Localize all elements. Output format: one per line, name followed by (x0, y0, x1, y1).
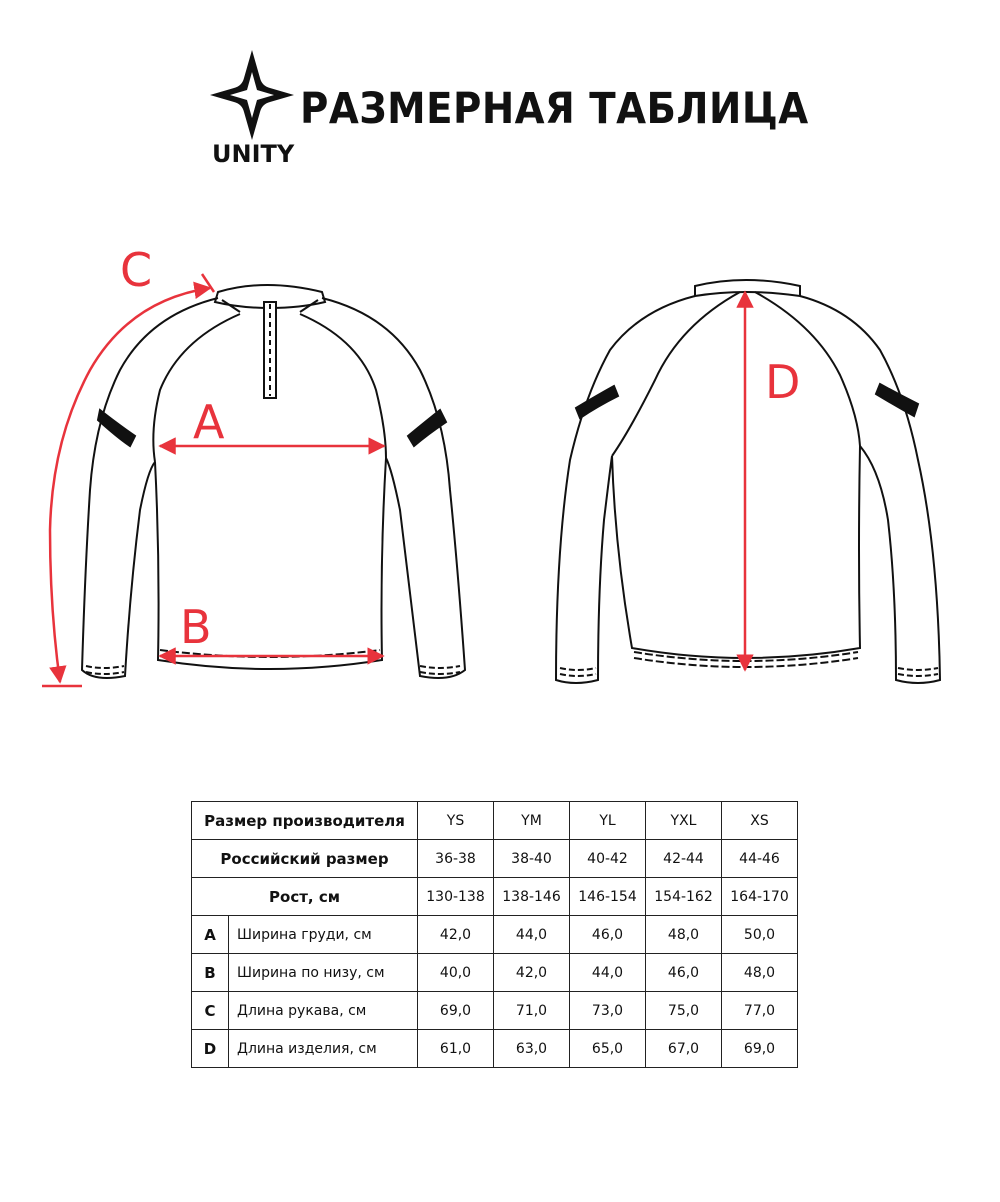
label-a: A (193, 395, 225, 449)
table-cell: 44-46 (722, 840, 798, 878)
table-row (192, 1030, 798, 1068)
table-cell: 46,0 (646, 954, 722, 992)
table-row (192, 916, 798, 954)
table-cell: 42,0 (418, 916, 494, 954)
table-cell: 46,0 (570, 916, 646, 954)
measure-code: C (192, 992, 229, 1030)
garment-diagram (0, 230, 1000, 710)
measure-code: D (192, 1030, 229, 1068)
table-cell: 77,0 (722, 992, 798, 1030)
label-d: D (765, 355, 801, 409)
table-cell: 65,0 (570, 1030, 646, 1068)
table-row (192, 840, 798, 878)
table-row (192, 954, 798, 992)
table-cell: 164-170 (722, 878, 798, 916)
size-cell: YXL (646, 802, 722, 840)
table-cell: 44,0 (494, 916, 570, 954)
label-c: C (120, 243, 153, 297)
table-cell: 69,0 (722, 1030, 798, 1068)
table-cell: 130-138 (418, 878, 494, 916)
measure-code: B (192, 954, 229, 992)
table-row (192, 878, 798, 916)
measure-name: Длина рукава, см (229, 992, 418, 1030)
table-cell: 67,0 (646, 1030, 722, 1068)
back-view (556, 280, 940, 683)
table-cell: 69,0 (418, 992, 494, 1030)
measure-name: Ширина груди, см (229, 916, 418, 954)
size-cell: YM (494, 802, 570, 840)
size-cell: YS (418, 802, 494, 840)
measure-code: A (192, 916, 229, 954)
table-cell: 48,0 (646, 916, 722, 954)
table-cell: 36-38 (418, 840, 494, 878)
table-cell: 61,0 (418, 1030, 494, 1068)
page-title: РАЗМЕРНАЯ ТАБЛИЦА (300, 84, 809, 134)
front-view (82, 285, 465, 678)
table-cell: 154-162 (646, 878, 722, 916)
table-row (192, 802, 798, 840)
table-cell: 75,0 (646, 992, 722, 1030)
table-cell: 44,0 (570, 954, 646, 992)
table-cell: 42,0 (494, 954, 570, 992)
table-cell: 71,0 (494, 992, 570, 1030)
table-cell: 40,0 (418, 954, 494, 992)
table-cell: 48,0 (722, 954, 798, 992)
table-cell: 38-40 (494, 840, 570, 878)
table-cell: 63,0 (494, 1030, 570, 1068)
table-cell: 40-42 (570, 840, 646, 878)
table-row (192, 992, 798, 1030)
table-cell: 138-146 (494, 878, 570, 916)
manufacturer-size-header: Размер производителя (192, 802, 418, 840)
height-header: Рост, см (192, 878, 418, 916)
russian-size-header: Российский размер (192, 840, 418, 878)
brand-name: UNITY (212, 140, 295, 168)
header (0, 0, 1000, 180)
size-table (191, 801, 798, 1068)
size-cell: XS (722, 802, 798, 840)
table-cell: 146-154 (570, 878, 646, 916)
table-cell: 73,0 (570, 992, 646, 1030)
label-b: B (180, 600, 212, 654)
table-cell: 42-44 (646, 840, 722, 878)
table-cell: 50,0 (722, 916, 798, 954)
measure-name: Длина изделия, см (229, 1030, 418, 1068)
front-measurements (42, 274, 384, 686)
measure-name: Ширина по низу, см (229, 954, 418, 992)
size-cell: YL (570, 802, 646, 840)
